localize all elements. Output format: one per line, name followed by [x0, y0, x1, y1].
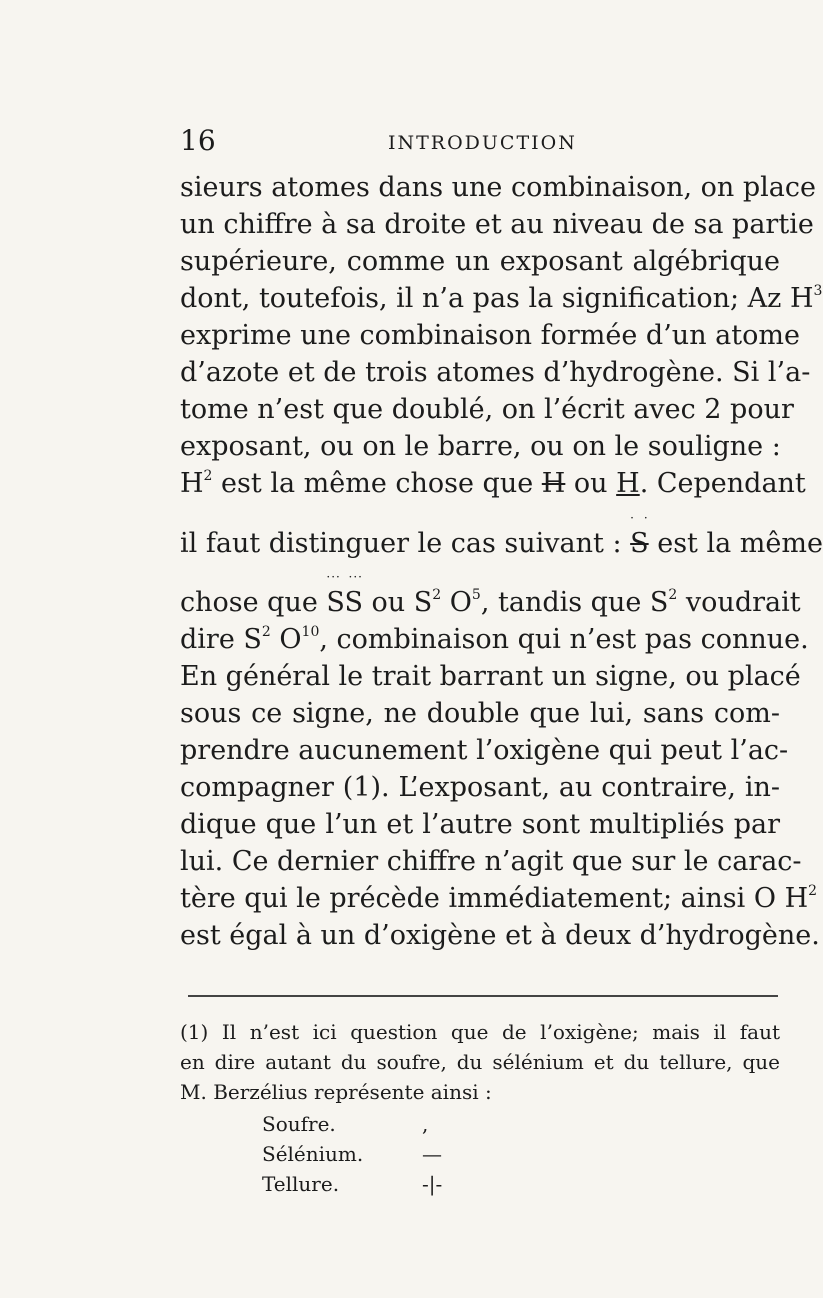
body-line: chose que ··· ··· SS ou $S^2$ $O^5$, tandis que $S^2$ voudrait — [180, 570, 801, 618]
page-header — [180, 124, 780, 158]
body-line: sous ce signe, ne double que lui, sans com- — [180, 698, 780, 729]
symbol-soufre: , — [422, 1112, 429, 1136]
body-line: est égal à un d’oxigène et à deux d’hydrogène. — [180, 920, 820, 951]
body-line: un chiffre à sa droite et au niveau de sa partie — [180, 209, 814, 240]
footnote-line: M. Berzélius représente ainsi : — [180, 1080, 492, 1104]
body-line: compagner (1). L’exposant, au contraire, in- — [180, 772, 780, 803]
running-head: INTRODUCTION — [388, 132, 577, 154]
body-line: prendre aucunement l’oxigène qui peut l’ac- — [180, 735, 789, 766]
element-soufre: Soufre. — [262, 1112, 336, 1136]
footnote-rule — [188, 995, 778, 997]
body-line: dire $S^2$ $O^{10}$, combinaison qui n’est pas connue. — [180, 624, 809, 655]
body-line: lui. Ce dernier chiffre n’agit que sur le carac- — [180, 846, 802, 877]
body-line: supérieure, comme un exposant algébrique — [180, 246, 780, 277]
symbol-selenium: — — [422, 1142, 442, 1166]
body-line: $H^2$ est la même chose que H ou H. Cependant — [180, 468, 806, 499]
body-line: tère qui le précède immédiatement; ainsi O $H^2$ — [180, 883, 818, 914]
body-line: tome n’est que doublé, on l’écrit avec 2 pour — [180, 394, 794, 425]
page-number: 16 — [180, 124, 216, 157]
footnote-line: en dire autant du soufre, du sélénium et du tellure, que — [180, 1050, 780, 1074]
body-line: il faut distinguer le cas suivant : · · S est la même — [180, 511, 823, 559]
body-line: En général le trait barrant un signe, ou placé — [180, 661, 801, 692]
body-line: exposant, ou on le barre, ou on le souligne : — [180, 431, 781, 462]
body-line: dont, toutefois, il n’a pas la signification; Az $H^3$ — [180, 283, 823, 314]
element-tellure: Tellure. — [262, 1172, 340, 1196]
symbol-tellure: -|- — [422, 1172, 443, 1196]
body-line: d’azote et de trois atomes d’hydrogène. Si l’a- — [180, 357, 811, 388]
body-line: dique que l’un et l’autre sont multipliés par — [180, 809, 780, 840]
element-selenium: Sélénium. — [262, 1142, 364, 1166]
body-line: sieurs atomes dans une combinaison, on place — [180, 172, 817, 203]
footnote-line: (1) Il n’est ici question que de l’oxigène; mais il faut — [180, 1020, 780, 1044]
body-line: exprime une combinaison formée d’un atome — [180, 320, 800, 351]
